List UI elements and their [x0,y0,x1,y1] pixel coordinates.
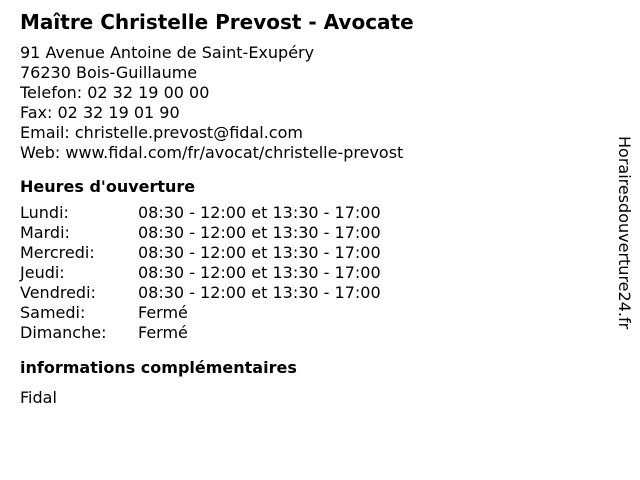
email-link[interactable]: christelle.prevost@fidal.com [74,123,303,142]
hours-row-tuesday [20,223,600,243]
day-label: Jeudi: [20,263,65,282]
site-watermark: Horairesdouverture24.fr [615,136,634,330]
fax-row [20,103,600,123]
hours-value: 08:30 - 12:00 et 13:30 - 17:00 [138,283,381,302]
fax-label: Fax: [20,103,53,122]
day-label: Samedi: [20,303,86,322]
hours-value: 08:30 - 12:00 et 13:30 - 17:00 [138,223,381,242]
hours-row-sunday [20,323,600,343]
address-line-2: 76230 Bois-Guillaume [20,63,198,82]
phone-value[interactable]: 02 32 19 00 00 [87,83,210,102]
email-label: Email: [20,123,70,142]
day-label: Vendredi: [20,283,96,302]
additional-info-text: Fidal [20,388,57,407]
web-label: Web: [20,143,61,162]
phone-row [20,83,600,103]
day-label: Mercredi: [20,243,95,262]
hours-row-wednesday [20,243,600,263]
fax-value: 02 32 19 01 90 [57,103,180,122]
hours-value: Fermé [138,303,188,322]
email-row [20,123,600,143]
hours-row-monday [20,203,600,223]
address-line-1: 91 Avenue Antoine de Saint-Exupéry [20,43,315,62]
day-label: Lundi: [20,203,69,222]
business-card [20,10,600,408]
opening-hours-heading: Heures d'ouverture [20,177,196,196]
web-row [20,143,600,163]
day-label: Dimanche: [20,323,107,342]
day-label: Mardi: [20,223,70,242]
hours-row-saturday [20,303,600,323]
opening-hours-table [20,203,600,343]
additional-info-heading: informations complémentaires [20,358,297,377]
business-title: Maître Christelle Prevost - Avocate [20,10,414,34]
hours-row-thursday [20,263,600,283]
web-link[interactable]: www.fidal.com/fr/avocat/christelle-prevost [65,143,404,162]
hours-row-friday [20,283,600,303]
hours-value: 08:30 - 12:00 et 13:30 - 17:00 [138,263,381,282]
phone-label: Telefon: [20,83,83,102]
hours-value: 08:30 - 12:00 et 13:30 - 17:00 [138,203,381,222]
hours-value: Fermé [138,323,188,342]
hours-value: 08:30 - 12:00 et 13:30 - 17:00 [138,243,381,262]
